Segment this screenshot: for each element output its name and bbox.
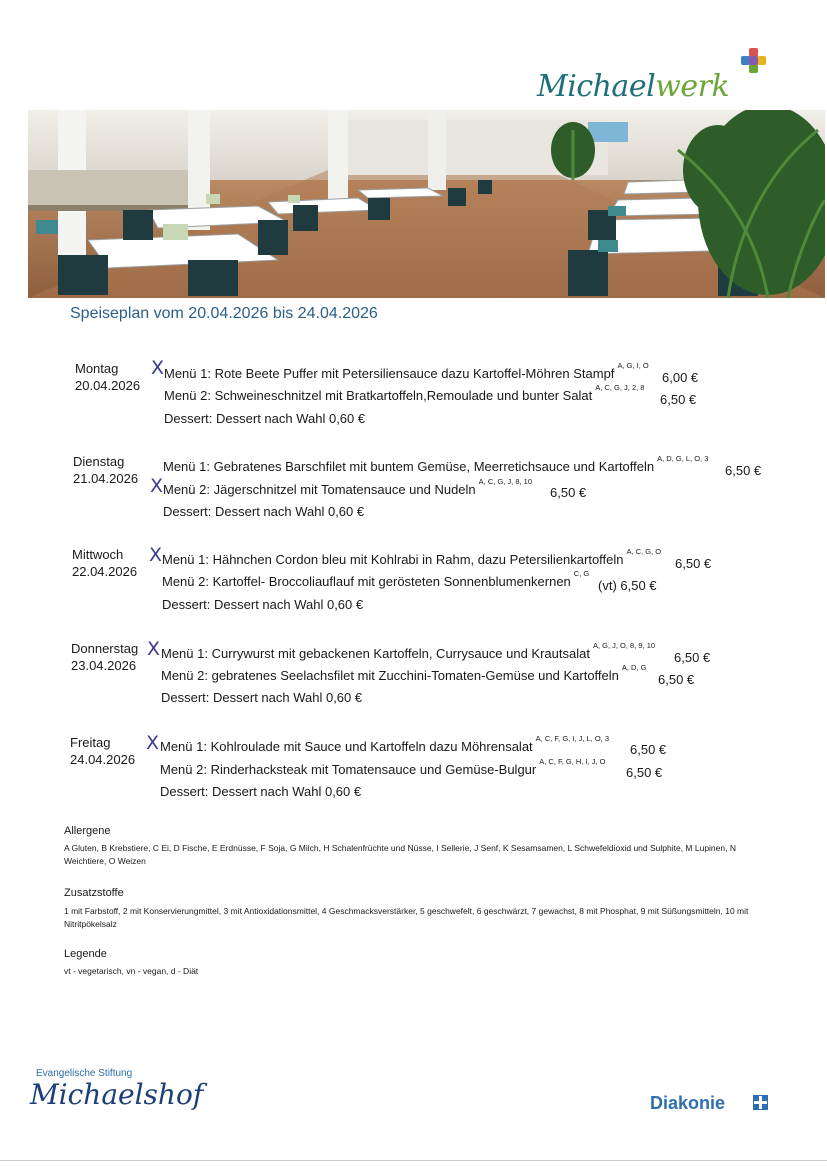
menu-2-text: Menü 2: Jägerschnitzel mit Tomatensauce und Nudeln [163,482,476,497]
day-date: 23.04.2026 [71,658,137,673]
day-block-freitag [0,734,827,814]
allergen-codes: A, C, F, G, H, I, J, O [539,757,606,766]
day-name: Dienstag [73,454,125,469]
day-name: Donnerstag [71,641,139,656]
allergen-codes: A, C, G, O [626,547,662,556]
allergen-codes: A, D, G, L, O, 3 [657,454,709,463]
menu-2-price: (vt) 6,50 € [598,578,657,593]
menu-1-text: Menü 1: Gebratenes Barschfilet mit buntem Gemüse, Meerretichsauce und Kartoffeln [163,459,655,474]
legende-text: vt - vegetarisch, vn - vegan, d - Diät [64,966,199,976]
menu-1-text: Menü 1: Currywurst mit gebackenen Kartoffeln, Currysauce und Krautsalat [161,646,590,661]
menu-2-price: 6,50 € [550,485,587,500]
day-label [72,546,137,580]
day-block-mittwoch [0,546,827,626]
day-date: 21.04.2026 [73,471,139,486]
zusatzstoffe-text: 1 mit Farbstoff, 2 mit Konservierungmittel, 3 mit Antioxidationsmittel, 4 Geschmacksverstärker, 5 geschwefelt, 6 geschwärzt, 7 gewachst, 8 mit Phosphat, 9 mit Süßungsmitteln, 10 mit Nitritpökelsalz [64,906,749,929]
allergen-codes: A, G, J, O, 8, 9, 10 [592,641,656,650]
allergen-codes: A, C, G, J, 2, 8 [595,383,645,392]
legende-heading: Legende [64,948,107,960]
menu-2-text: Menü 2: Rinderhacksteak mit Tomatensauce und Gemüse-Bulgur [160,762,537,777]
menu-2 [162,569,590,589]
menu-1-price: 6,50 € [630,742,667,757]
diakonie-cross-icon [753,1095,768,1110]
cross-logo-icon [741,48,767,74]
day-name: Freitag [70,735,111,750]
selection-mark: X [150,475,164,497]
menu-2-price: 6,50 € [660,392,697,407]
menu-1-price: 6,50 € [725,463,762,478]
menu-2-text: Menü 2: Kartoffel- Broccoliauflauf mit gerösteten Sonnenblumenkernen [162,574,571,589]
menu-2-price: 6,50 € [626,765,663,780]
cafeteria-photo-drawing [28,110,825,298]
menu-1-price: 6,50 € [675,556,712,571]
zusatzstoffe-heading: Zusatzstoffe [64,887,124,899]
diakonie-logo-text: Diakonie [650,1093,726,1113]
cafeteria-photo [28,110,825,298]
menu-1 [162,547,662,567]
day-name: Mittwoch [72,547,124,562]
stiftung-subtitle: Evangelische Stiftung [36,1068,133,1079]
dessert-line: Dessert: Dessert nach Wahl 0,60 € [164,411,366,426]
page-title: Speiseplan vom 20.04.2026 bis 24.04.2026 [70,305,378,322]
allergen-codes: A, G, I, O [617,361,649,370]
allergen-codes: A, D, G [621,663,647,672]
day-label [71,640,138,674]
day-block-montag [0,357,827,440]
allergen-codes: A, C, F, G, I, J, L, O, 3 [535,734,610,743]
day-block-donnerstag [0,640,827,720]
menu-1-price: 6,50 € [674,650,711,665]
allergen-codes: A, C, G, J, 8, 10 [478,477,533,486]
menu-1 [160,734,610,754]
stiftung-wordmark: Michaelshof [30,1078,204,1111]
dessert-line: Dessert: Dessert nach Wahl 0,60 € [162,597,364,612]
day-label [70,734,135,768]
menu-1 [161,641,656,661]
day-date: 20.04.2026 [75,378,141,393]
menu-2-text: Menü 2: Schweineschnitzel mit Bratkartoffeln,Remoulade und bunter Salat [164,388,593,403]
menu-1-text: Menü 1: Kohlroulade mit Sauce und Kartoffeln dazu Möhrensalat [160,739,533,754]
menu-1 [164,361,649,381]
selection-mark: X [147,638,161,660]
allergene-text: A Gluten, B Krebstiere, C Ei, D Fische, E Erdnüsse, F Soja, G Milch, H Schalenfrüchte und Nüsse, I Sellerie, J Senf, K Sesamsamen, L Schwefeldioxid und Sulphite, M Lupinen, N Weichtiere, O Weizen [64,843,736,866]
menu-1-price: 6,00 € [662,370,699,385]
day-date: 24.04.2026 [70,752,136,767]
menu-2-price: 6,50 € [658,672,695,687]
menu-1 [163,454,709,474]
selection-mark: X [146,732,160,754]
selection-mark: X [151,357,165,379]
michaelshof-logo [30,1068,203,1111]
allergen-codes: C, G [573,569,590,578]
day-label [75,360,140,394]
dessert-line: Dessert: Dessert nach Wahl 0,60 € [160,784,362,799]
michaelwerk-logo [537,48,767,110]
menu-2 [161,663,647,683]
menu-1-text: Menü 1: Hähnchen Cordon bleu mit Kohlrabi in Rahm, dazu Petersilienkartoffeln [162,552,624,567]
dessert-line: Dessert: Dessert nach Wahl 0,60 € [163,504,365,519]
day-block-dienstag [0,453,827,533]
menu-2 [160,757,606,777]
menu-2-text: Menü 2: gebratenes Seelachsfilet mit Zucchini-Tomaten-Gemüse und Kartoffeln [161,668,619,683]
day-date: 22.04.2026 [72,564,138,579]
menu-2 [164,383,645,403]
dessert-line: Dessert: Dessert nach Wahl 0,60 € [161,690,363,705]
menu-1-text: Menü 1: Rote Beete Puffer mit Petersiliensauce dazu Kartoffel-Möhren Stampf [164,366,615,381]
day-label [73,453,138,487]
allergene-heading: Allergene [64,825,111,837]
logo-wordmark: Michaelwerk [537,69,730,104]
menu-2 [163,477,533,497]
selection-mark: X [149,544,163,566]
day-name: Montag [75,361,119,376]
page-edge-line [0,1160,827,1161]
